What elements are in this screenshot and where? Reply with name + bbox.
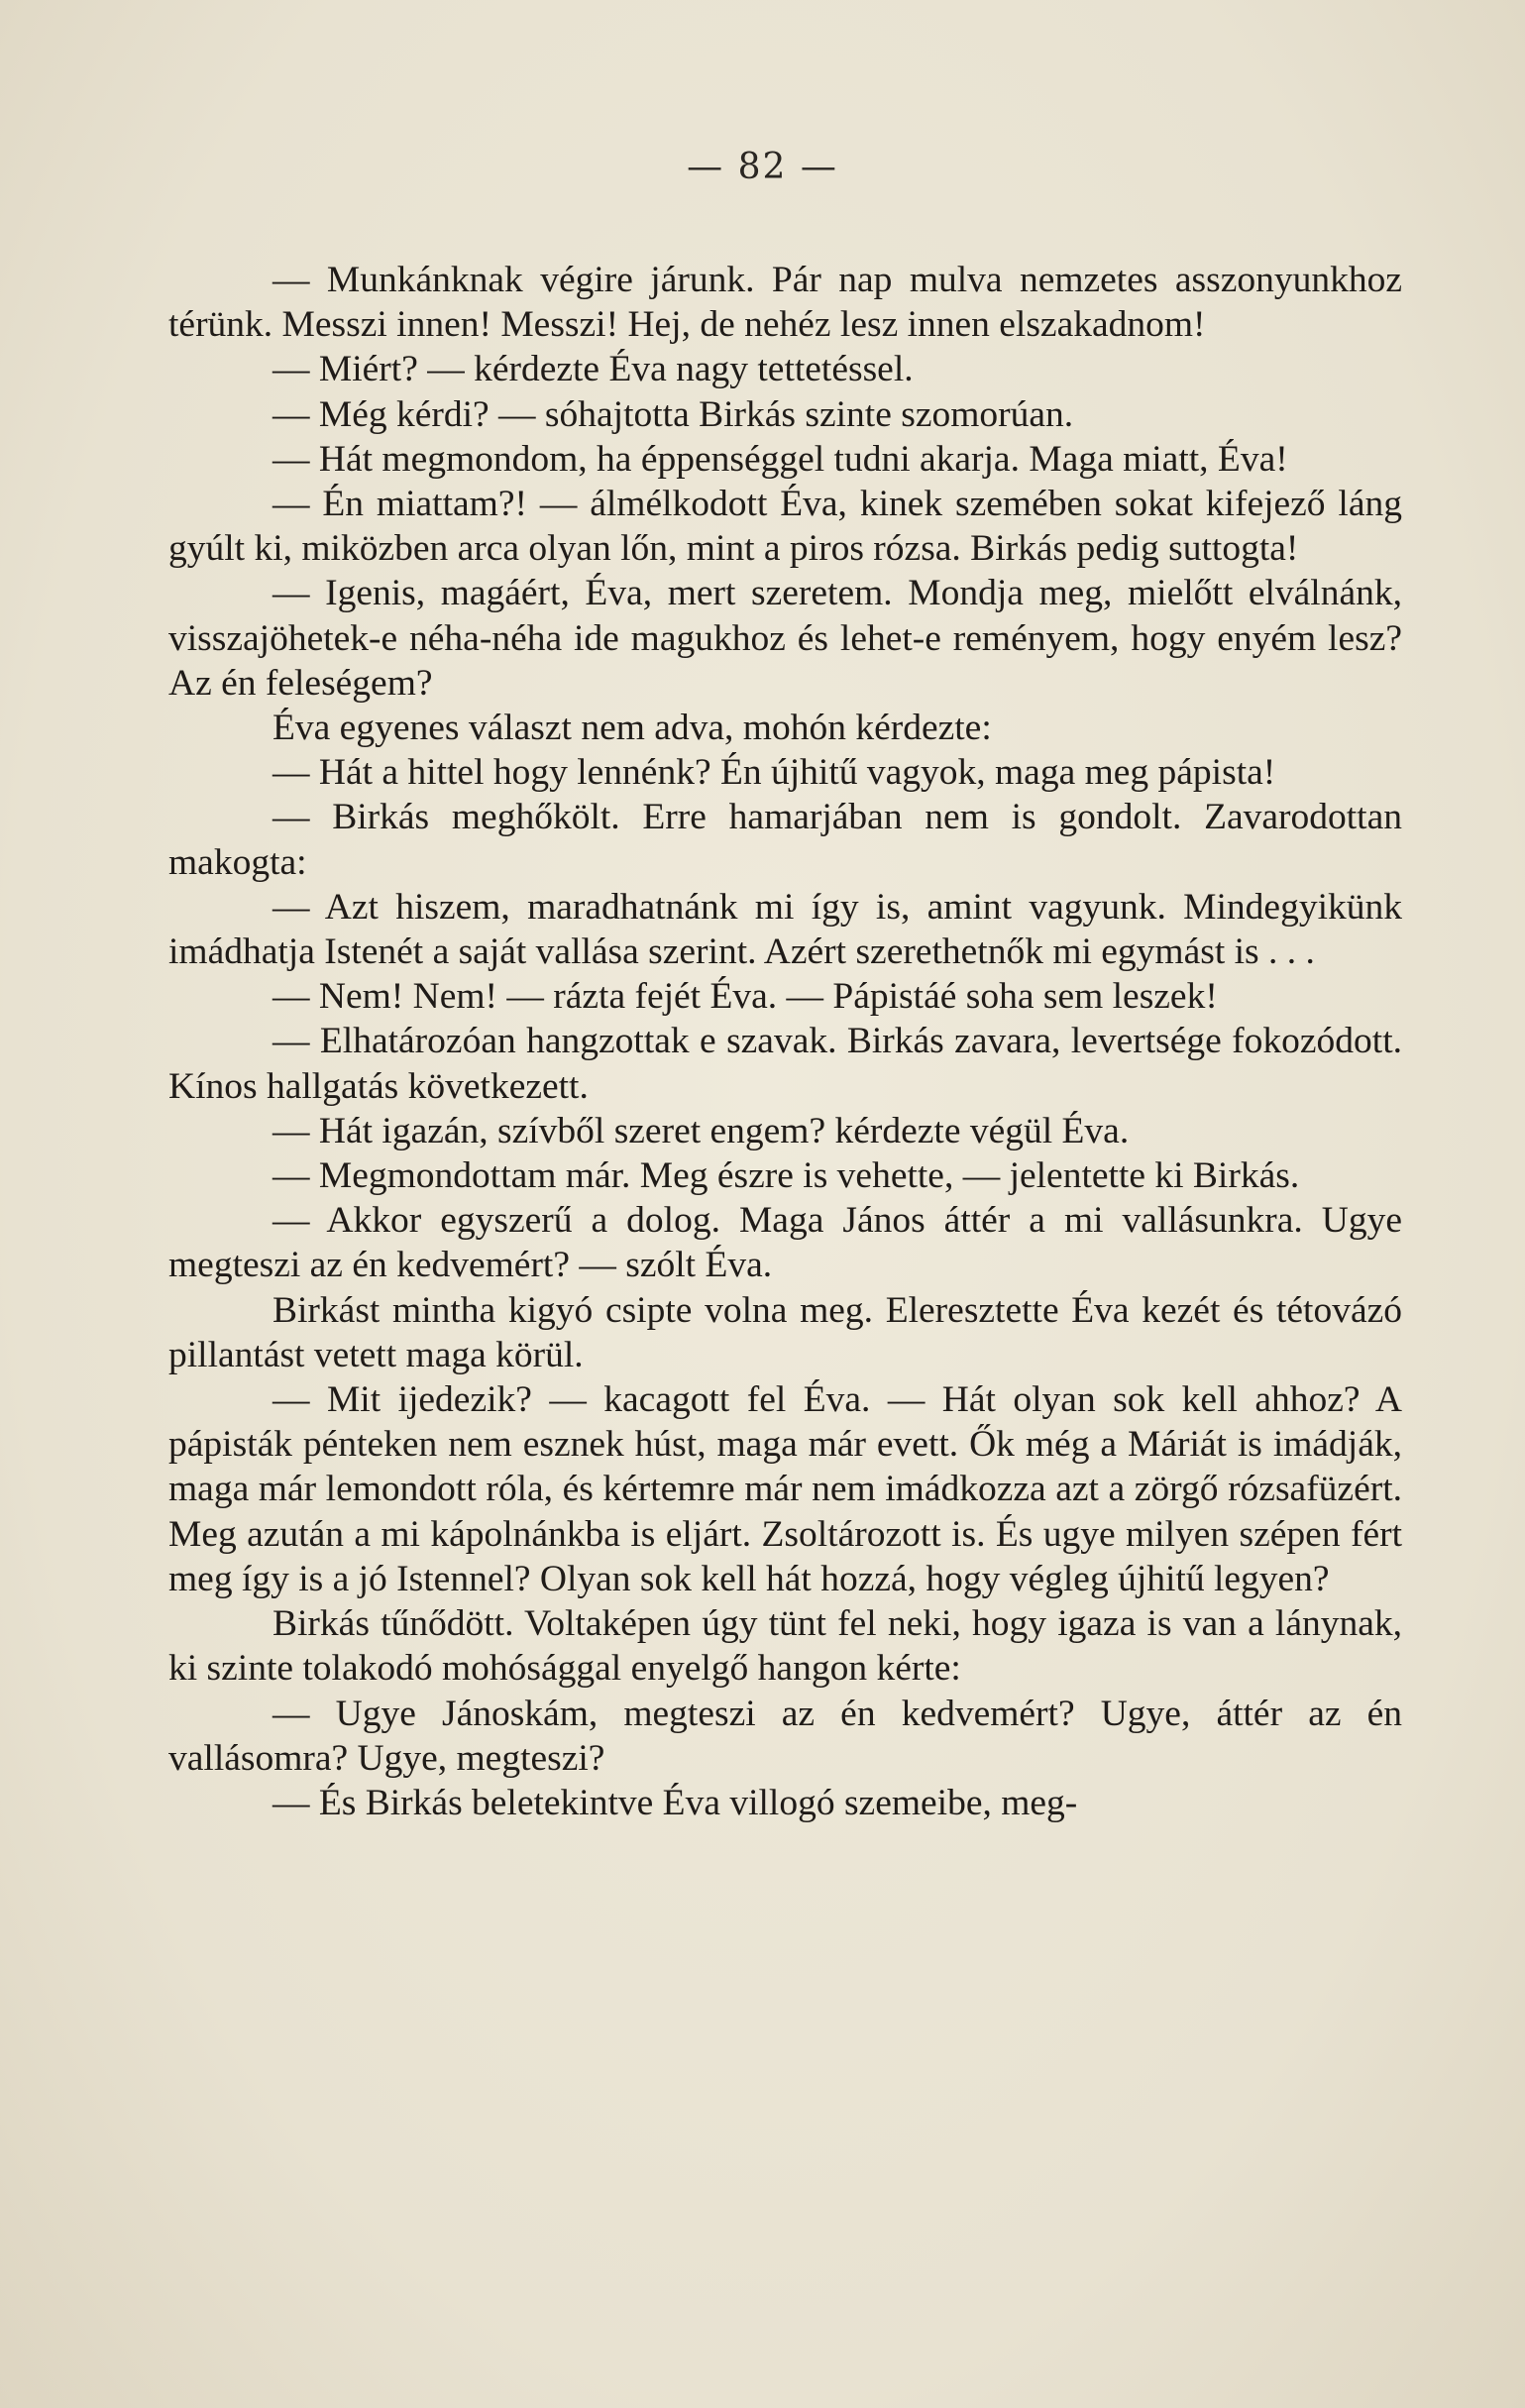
- paragraph: — Hát a hittel hogy lennénk? Én újhitű vagyok, maga meg pápista!: [272, 752, 1276, 794]
- paragraph: — Azt hiszem, maradhatnánk mi így is, amint vagyunk. Mindegyikünk imádhatja Istenét a saját vallása szerint. Azért szerethetnők mi egymást is . . .: [168, 886, 1402, 973]
- paragraph: — Még kérdi? — sóhajtotta Birkás szinte szomorúan.: [272, 393, 1074, 435]
- page-number: — 82 —: [687, 147, 838, 187]
- paragraph: — Megmondottam már. Meg észre is vehette, — jelentette ki Birkás.: [272, 1155, 1300, 1197]
- paragraph: — Nem! Nem! — rázta fejét Éva. — Pápistáé soha sem leszek!: [272, 976, 1218, 1018]
- text-body: [168, 258, 1402, 1825]
- paragraph: — Igenis, magáért, Éva, mert szeretem. Mondja meg, mielőtt elválnánk, visszajöhetek-e néha-néha ide magukhoz és lehet-e reményem, hogy enyém lesz? Az én feleségem?: [168, 573, 1402, 704]
- paragraph: — Akkor egyszerű a dolog. Maga János áttér a mi vallásunkra. Ugye megteszi az én kedvemért? — szólt Éva.: [168, 1200, 1402, 1286]
- paragraph: Birkást mintha kigyó csipte volna meg. Eleresztette Éva kezét és tétovázó pillantást vetett maga körül.: [168, 1289, 1402, 1375]
- paragraph: — Ugye Jánoskám, megteszi az én kedvemért? Ugye, áttér az én vallásomra? Ugye, megteszi?: [168, 1693, 1402, 1779]
- paragraph: Éva egyenes választ nem adva, mohón kérdezte:: [272, 708, 992, 749]
- paragraph: — Hát megmondom, ha éppenséggel tudni akarja. Maga miatt, Éva!: [272, 438, 1288, 480]
- paragraph: — Én miattam?! — álmélkodott Éva, kinek szemében sokat kifejező láng gyúlt ki, miközben arca olyan lőn, mint a piros rózsa. Birkás pedig suttogta!: [168, 484, 1402, 570]
- paragraph: — Elhatározóan hangzottak e szavak. Birkás zavara, levertsége fokozódott. Kínos hallgatás következett.: [168, 1021, 1402, 1107]
- paragraph: Birkás tűnődött. Voltaképen úgy tünt fel neki, hogy igaza is van a lánynak, ki szinte tolakodó mohósággal enyelgő hangon kérte:: [168, 1603, 1402, 1690]
- paragraph: — Miért? — kérdezte Éva nagy tettetéssel.: [272, 349, 914, 390]
- paragraph: — Hát igazán, szívből szeret engem? kérdezte végül Éva.: [272, 1110, 1130, 1151]
- paragraph: — És Birkás beletekintve Éva villogó szemeibe, meg-: [272, 1782, 1078, 1823]
- paragraph: — Birkás meghőkölt. Erre hamarjában nem is gondolt. Zavarodottan makogta:: [168, 797, 1402, 883]
- paragraph: — Munkánknak végire járunk. Pár nap mulva nemzetes asszonyunkhoz térünk. Messzi innen! Messzi! Hej, de nehéz lesz innen elszakadnom!: [168, 260, 1402, 346]
- paragraph: — Mit ijedezik? — kacagott fel Éva. — Hát olyan sok kell ahhoz? A pápisták pénteken nem esznek húst, maga már evett. Ők még a Máriát is imádják, maga már lemondott róla, és kértemre már nem imádkozza azt a zörgő rózsafüzért. Meg azután a mi kápolnánkba is eljárt. Zsoltározott is. És ugye milyen szépen fért meg így is a jó Istennel? Olyan sok kell hát hozzá, hogy végleg újhitű legyen?: [168, 1379, 1402, 1599]
